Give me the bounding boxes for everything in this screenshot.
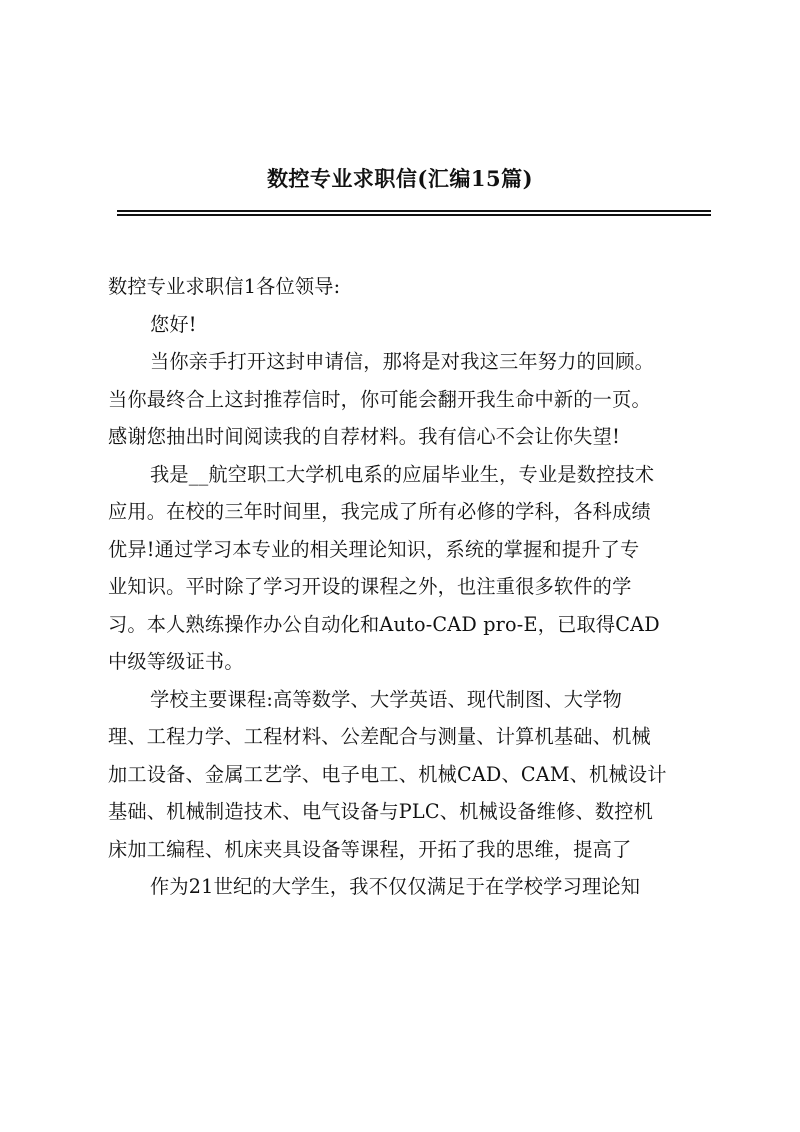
- body-line: 当你最终合上这封推荐信时，你可能会翻开我生命中新的一页。: [108, 387, 651, 411]
- body-line: 优异!通过学习本专业的相关理论知识，系统的掌握和提升了专: [108, 537, 640, 561]
- body-line: 当你亲手打开这封申请信，那将是对我这三年努力的回顾。: [150, 350, 655, 373]
- body-line: 习。本人熟练操作办公自动化和Auto-CAD pro-E，已取得CAD: [108, 612, 660, 636]
- body-line: 床加工编程、机床夹具设备等课程，开拓了我的思维，提高了: [108, 837, 632, 861]
- body-line: 理、工程力学、工程材料、公差配合与测量、计算机基础、机械: [108, 725, 651, 748]
- body-line: 业知识。平时除了学习开设的课程之外，也注重很多软件的学: [108, 575, 632, 598]
- body-line: 作为21世纪的大学生，我不仅仅满足于在学校学习理论知: [150, 875, 641, 898]
- body-line: 数控专业求职信1各位领导:: [108, 275, 341, 298]
- body-line: 学校主要课程:高等数学、大学英语、现代制图、大学物: [150, 687, 622, 711]
- document-body: [108, 272, 714, 910]
- title-divider-bottom: [117, 214, 711, 216]
- body-line: 感谢您抽出时间阅读我的自荐材料。我有信心不会让你失望!: [108, 425, 620, 448]
- body-line: 基础、机械制造技术、电气设备与PLC、机械设备维修、数控机: [108, 800, 654, 823]
- body-line: 加工设备、金属工艺学、电子电工、机械CAD、CAM、机械设计: [108, 762, 667, 786]
- title-divider-top: [117, 210, 711, 212]
- document-title: 数控专业求职信(汇编15篇): [266, 166, 534, 191]
- body-line: 中级等级证书。: [108, 650, 244, 673]
- body-line: 我是__航空职工大学机电系的应届毕业生，专业是数控技术: [150, 462, 655, 486]
- body-line: 应用。在校的三年时间里，我完成了所有必修的学科，各科成绩: [108, 500, 651, 523]
- body-line: 您好!: [150, 312, 197, 336]
